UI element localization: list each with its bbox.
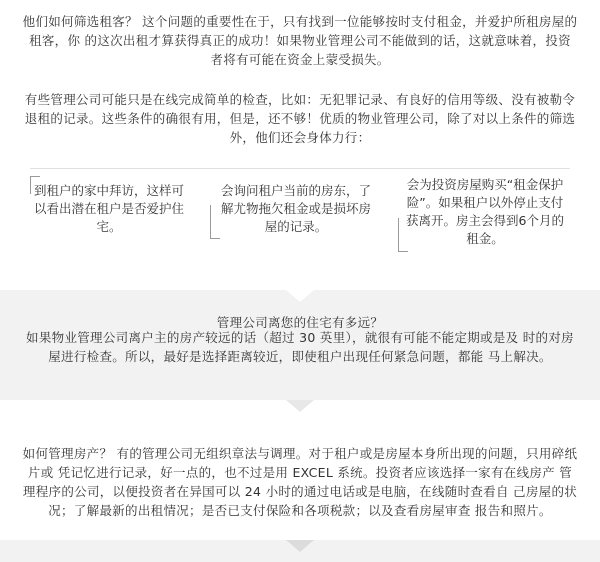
column-bracket [30, 176, 40, 177]
section-divider [30, 168, 570, 169]
column-rent-insurance: 会为投资房屋购买“租金保护险”。如果租户以外停止支付获离开。房主会得到6个月的租金。 [406, 177, 564, 246]
section-pointer [286, 540, 314, 552]
column-bracket [398, 251, 408, 252]
intro-paragraph: 他们如何筛选租客？ 这个问题的重要性在于，只有找到一位能够按时支付租金，并爱护所租房屋的租客，你 的这次出租才算获得真正的成功！如果物业管理公司不能做到的话，这就意味着，投资 者将有可能在资金上蒙受损失。 [22, 14, 578, 67]
column-bracket [210, 238, 220, 239]
distance-heading: 管理公司离您的住宅有多远？ [216, 316, 384, 328]
column-home-visit: 到租户的家中拜访，这样可以看出潜在租户是否爱护住宅。 [33, 183, 184, 234]
column-bracket [398, 218, 399, 252]
section-pointer [286, 290, 314, 302]
distance-paragraph: 如果物业管理公司离户主的房产较远的话（超过 30 英里），就很有可能不能定期或是及 时的对房屋进行检查。所以，最好是选择距离较近，即使租户出现任何紧急问题，都能 马上解决。 [26, 330, 574, 364]
screening-paragraph: 有些管理公司可能只是在线完成简单的检查，比如：无犯罪记录、有良好的信用等级、没有被勒令退租的记录。这些条件的确很有用，但是，还不够！优质的物业管理公司，除了对以上条件的筛选外，他们还会身体力行： [24, 92, 576, 145]
column-bracket [210, 205, 211, 239]
column-landlord-check: 会询问租户当前的房东，了解尤物拖欠租金或是损坏房屋的记录。 [220, 183, 371, 234]
section-pointer [286, 400, 314, 412]
management-paragraph: 如何管理房产？ 有的管理公司无组织章法与调理。对于租户或是房屋本身所出现的问题，只用碎纸片或 凭记忆进行记录，好一点的，也不过是用 EXCEL 系统。投资者应该选择一家有在线房产 管理程序的公司，以便投资者在异国可以 24 小时的通过电话或是电脑，在线随时查看自 己房屋的状况；了解最新的出租情况；是否已支付保险和各项税款；以及查看房屋审查 报告和照片。 [22, 446, 578, 518]
